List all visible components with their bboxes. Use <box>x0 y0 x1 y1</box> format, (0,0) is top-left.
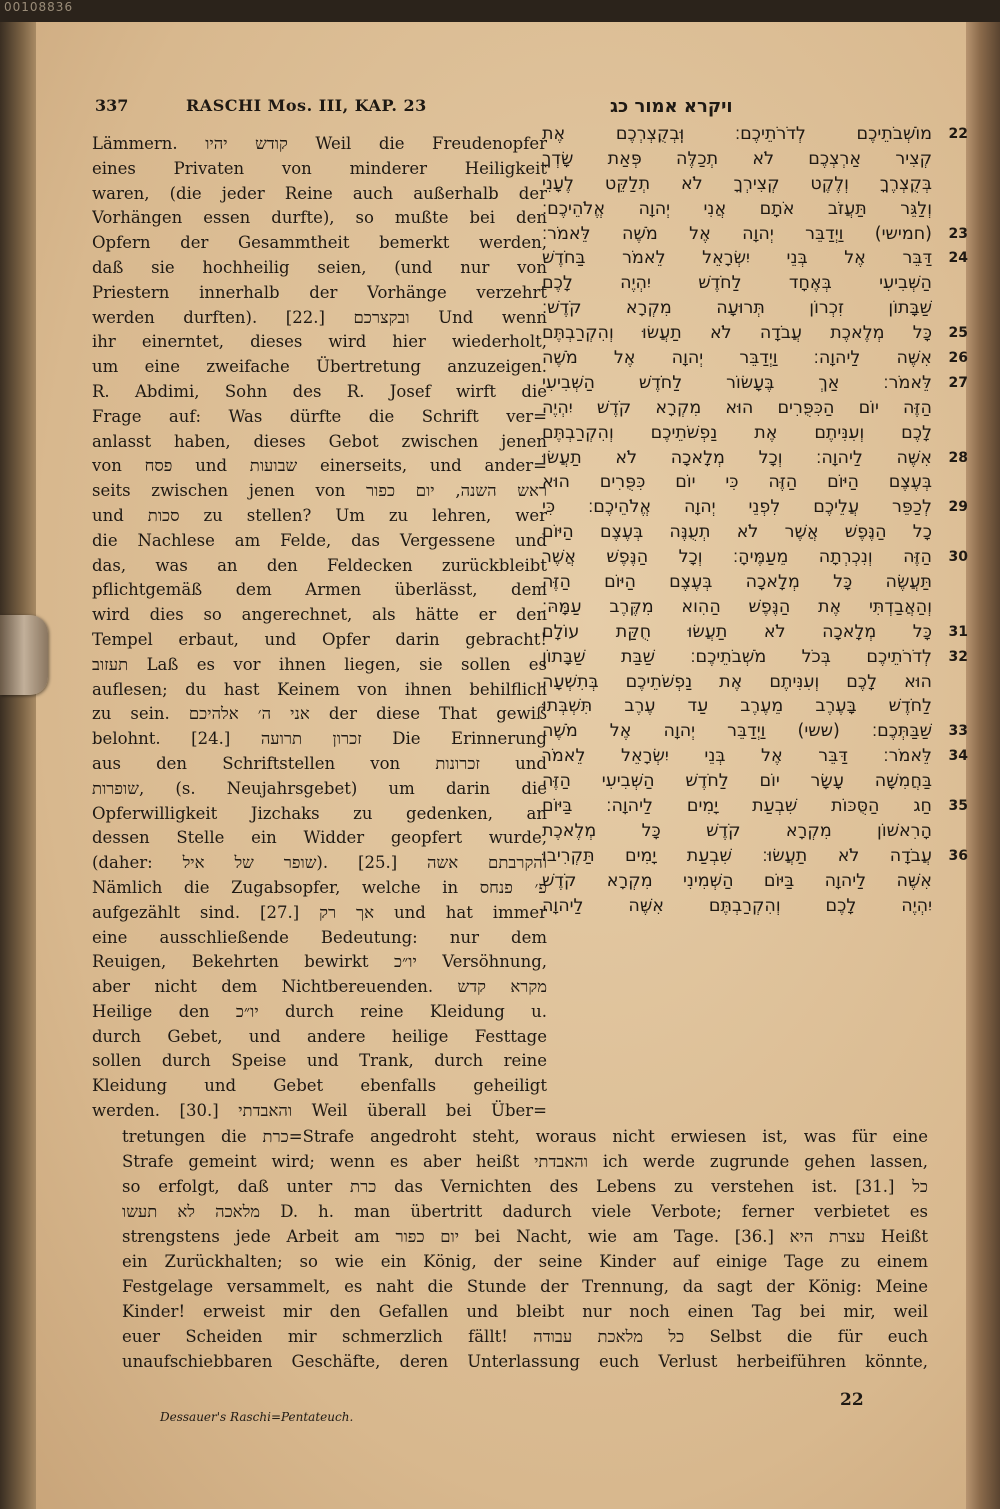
verse-line <box>540 470 968 495</box>
verse-text: שַׁבָּתוֹן זִכְרוֹן תְּרוּעָה מִקְרָא קֹדֶשׁ׃ <box>542 298 932 319</box>
corner-id: 00108836 <box>4 0 74 14</box>
verse-text: מוֹשְׁבֹתֵיכֶם לְדֹרֹתֵיכֶם׃ וּֽבְקֻצְרְכֶם אֶת <box>542 124 932 144</box>
commentary-line: ihr einerntet, dieses wird hier wiederholt, <box>92 332 547 352</box>
verse-text: בַּחֲמִשָּׁה עָשָׂר יוֹם לַחֹדֶשׁ הַשְּׁבִיעִי הַזֶּה <box>542 771 932 792</box>
verse-line <box>540 645 968 670</box>
verse-number: 33 <box>948 723 968 740</box>
verse-number: 24 <box>948 250 968 267</box>
verse-line <box>540 894 968 919</box>
commentary-line: Frage auf: Was dürfte die Schrift ver= <box>92 406 547 426</box>
verse-line <box>540 570 968 595</box>
commentary-line: anlasst haben, dieses Gebot zwischen jenen <box>92 431 547 451</box>
commentary-line: eines Privaten von minderer Heiligkeit <box>92 158 547 178</box>
commentary-line: belohnt. [24.] זכרון תרועה Die Erinnerung <box>92 729 547 749</box>
verse-text: כָּל מְלָאכָה לֹא תַעֲשׂוּ חֻקַּת עוֹלָם <box>542 621 932 642</box>
continuation-line: unaufschiebbaren Geschäfte, deren Unterlassung euch Verlust herbeiführen könnte, <box>122 1352 928 1371</box>
verse-line <box>540 172 968 197</box>
verse-number: 34 <box>948 748 968 765</box>
verse-number: 32 <box>948 648 968 665</box>
commentary-line: sollen durch Speise und Trank, durch reine <box>92 1051 547 1071</box>
verse-line <box>540 271 968 296</box>
commentary-line: Kleidung und Gebet ebenfalls geheiligt <box>92 1076 547 1096</box>
verse-text: הַזֶּה יוֹם הַכִּפֻּרִים הוּא מִקְרָא קֹדֶשׁ יִהְיֶה <box>542 397 932 418</box>
commentary-line: das, was an den Feldecken zurückbleibt <box>92 555 547 575</box>
commentary-line: daß sie hochheilig seien, (und nur von <box>92 257 547 277</box>
verse-text: הַשְּׁבִיעִי בְּאֶחָד לַחֹדֶשׁ יִהְיֶה לָכֶם <box>542 273 932 294</box>
verse-text: כָּל מְלֶאכֶת עֲבֹדָה לֹא תַעֲשׂוּ וְהִקְרַבְתֶּם <box>542 323 932 344</box>
verse-line <box>540 719 968 744</box>
verse-line <box>540 122 968 147</box>
verse-text: בְּקֻצְרֶךָ וְלֶקֶט קְצִירְךָ לֹא תְלַקֵּט לֶעָנִי <box>542 173 932 194</box>
verse-line <box>540 620 968 645</box>
continuation-line: Festgelage versammelt, es naht die Stunde der Trennung, da sagt der König: Meine <box>122 1277 928 1296</box>
verse-text: תַּעֲשֶׂה כָּל מְלָאכָה בְּעֶצֶם הַיּוֹם הַזֶּה <box>542 572 932 593</box>
verse-number: 29 <box>948 499 968 516</box>
verse-text: לֵּאמֹר׃ אַךְ בֶּעָשׂוֹר לַחֹדֶשׁ הַשְּׁבִיעִי <box>542 372 932 393</box>
commentary-line: eine ausschließende Bedeutung: nur dem <box>92 927 547 947</box>
verse-number: 27 <box>948 374 968 391</box>
commentary-line: waren, (die jeder Reine auch außerhalb der <box>92 183 547 203</box>
commentary-line: auflesen; du hast Keinem von ihnen behilflich <box>92 679 547 699</box>
verse-text: דַּבֵּר אֶל בְּנֵי יִשְׂרָאֵל לֵאמֹר בַּחֹדֶשׁ <box>542 248 932 269</box>
commentary-continuation <box>122 1124 928 1374</box>
verse-line <box>540 769 968 794</box>
commentary-line: R. Abdimi, Sohn des R. Josef wirft die <box>92 381 547 401</box>
commentary-line: Opferwilligkeit Jizchaks zu gedenken, an <box>92 803 547 823</box>
verse-line <box>540 222 968 247</box>
verse-text: הַזֶּה וְנִכְרְתָה מֵעַמֶּיהָ׃ וְכָל הַנֶּפֶשׁ אֲשֶׁר <box>542 547 932 568</box>
commentary-line: seits zwischen jenen von ראש השנה, יום כפור <box>92 481 547 501</box>
verse-text: לְדֹרֹתֵיכֶם בְּכֹל מֹשְׁבֹתֵיכֶם׃ שַׁבַּת שַׁבָּתוֹן <box>542 646 932 667</box>
verse-text: (חמישי) וַיְדַבֵּר יְהוָה אֶל מֹשֶׁה לֵּאמֹר׃ <box>542 223 932 244</box>
verse-number: 36 <box>948 847 968 864</box>
verse-number: 23 <box>948 225 968 242</box>
verse-text: לְכַפֵּר עֲלֵיכֶם לִפְנֵי יְהוָה אֱלֹהֵיכֶם׃ כִּי <box>542 497 932 518</box>
commentary-line: Lämmern. קודש יהיו Weil die Freudenopfer <box>92 134 547 153</box>
verse-line <box>540 744 968 769</box>
verse-text: כָל הַנֶּפֶשׁ אֲשֶׁר לֹא תְעֻנֶּה בְּעֶצֶם הַיּוֹם <box>542 522 932 543</box>
verse-number: 26 <box>948 350 968 367</box>
commentary-line: werden durften). [22.] ובקצרכם Und wenn <box>92 307 547 327</box>
continuation-line: so erfolgt, daß unter כרת das Vernichten des Lebens zu verstehen ist. [31.] כל <box>122 1177 928 1196</box>
commentary-line: um eine zweifache Übertretung anzuzeigen. <box>92 357 547 377</box>
verse-text: שַׁבַּתְּכֶם׃ (ששי) וַיְדַבֵּר יְהוָה אֶל מֹשֶׁה <box>542 721 932 742</box>
commentary-line: Reuigen, Bekehrten bewirkt יו״כ Versöhnung, <box>92 952 547 972</box>
continuation-line: מלאכה לא תעשו D. h. man übertritt dadurch viele Verbote; ferner verbietet es <box>122 1202 928 1221</box>
torah-text-column <box>540 122 968 919</box>
commentary-line: תעזוב Laß es vor ihnen liegen, sie sollen es <box>92 654 547 674</box>
verse-line <box>540 396 968 421</box>
continuation-line: ein Zurückhalten; so wie ein König, der seine Kinder auf einige Tage zu einem <box>122 1252 928 1271</box>
verse-text: קְצִיר אַרְצְכֶם לֹא תְכַלֶּה פְּאַת שָׂדְךָ <box>542 148 932 169</box>
commentary-line: wird dies so angerechnet, als hätte er den <box>92 605 547 625</box>
verse-line <box>540 371 968 396</box>
page-number: 337 <box>95 96 129 115</box>
verse-line <box>540 794 968 819</box>
commentary-line: aus den Schriftstellen von זכרונות und <box>92 753 547 773</box>
commentary-column <box>92 132 547 1124</box>
verse-text: לָכֶם וְעִנִּיתֶם אֶת נַפְשֹׁתֵיכֶם וְהִקְרַבְתֶּם <box>542 422 932 443</box>
verse-text: חַג הַסֻּכּוֹת שִׁבְעַת יָמִים לַיהוָה׃ בַּיּוֹם <box>542 796 932 817</box>
commentary-line: aber nicht dem Nichtbereuenden. מקרא קדש <box>92 977 547 997</box>
verse-line <box>540 670 968 695</box>
verse-number: 31 <box>948 623 968 640</box>
verse-line <box>540 421 968 446</box>
verse-line <box>540 545 968 570</box>
commentary-line: die Nachlese am Felde, das Vergessene und <box>92 530 547 550</box>
commentary-line: Nämlich die Zugabsopfer, welche in פ׳ פנחס <box>92 877 547 897</box>
running-header-hebrew: ויקרא אמור כג <box>610 96 733 117</box>
verse-line <box>540 520 968 545</box>
verse-text: הוּא לָכֶם וְעִנִּיתֶם אֶת נַפְשֹׁתֵיכֶם בְּתִשְׁעָה <box>542 671 932 692</box>
verse-line <box>540 595 968 620</box>
commentary-line: werden. [30.] והאבדתי Weil überall bei Über= <box>92 1101 547 1121</box>
verse-line <box>540 246 968 271</box>
verse-text: יִהְיֶה לָכֶם וְהִקְרַבְתֶּם אִשֶּׁה לַיהוָה <box>542 895 932 916</box>
verse-line <box>540 694 968 719</box>
verse-line <box>540 869 968 894</box>
verse-line <box>540 296 968 321</box>
running-header-title: RASCHI Mos. III, KAP. 23 <box>186 96 427 115</box>
verse-text: אִשֶּׁה לַיהוָה׃ וְכָל מְלָאכָה לֹא תַעֲשׂוּ <box>542 447 932 468</box>
page-stack-edge <box>966 22 1000 1509</box>
scan-top-border <box>0 0 1000 22</box>
continuation-line: Strafe gemeint wird; wenn es aber heißt והאבדתי ich werde zugrunde gehen lassen, <box>122 1152 928 1171</box>
commentary-line: und סכות zu stellen? Um zu lehren, wer <box>92 505 547 525</box>
verse-text: הָרִאשׁוֹן מִקְרָא קֹדֶשׁ כָּל מְלֶאכֶת <box>542 820 932 841</box>
commentary-line: Tempel erbaut, und Opfer darin gebracht! <box>92 629 547 649</box>
commentary-line: durch Gebet, und andere heilige Festtage <box>92 1026 547 1046</box>
commentary-line: Heilige den יו״כ durch reine Kleidung u. <box>92 1001 547 1021</box>
verse-text: אִשֶּׁה לַיהוָה בַּיּוֹם הַשְּׁמִינִי מִקְרָא קֹדֶשׁ <box>542 870 932 891</box>
verse-line <box>540 321 968 346</box>
commentary-line: dessen Stelle ein Widder geopfert wurde, <box>92 828 547 848</box>
commentary-line: Priestern innerhalb der Vorhänge verzehrt <box>92 282 547 302</box>
book-clasp <box>0 615 48 695</box>
verse-text: וְלַגֵּר תַּעֲזֹב אֹתָם אֲנִי יְהוָה אֱלֹהֵיכֶם׃ <box>542 198 932 219</box>
book-spine-edge <box>0 22 36 1509</box>
commentary-line: שופרות, (s. Neujahrsgebet) um darin die <box>92 778 547 798</box>
verse-number: 35 <box>948 798 968 815</box>
verse-text: לֵּאמֹר׃ דַּבֵּר אֶל בְּנֵי יִשְׂרָאֵל לֵאמֹר <box>542 746 932 767</box>
verse-line <box>540 819 968 844</box>
verse-text: בְּעֶצֶם הַיּוֹם הַזֶּה כִּי יוֹם כִּפֻּרִים הוּא <box>542 472 932 493</box>
verse-number: 25 <box>948 325 968 342</box>
commentary-line: aufgezählt sind. [27.] אך רק und hat immer <box>92 902 547 922</box>
verse-line <box>540 495 968 520</box>
commentary-line: pflichtgemäß dem Armen überlässt, dem <box>92 580 547 600</box>
printer-signature: Dessauer's Raschi=Pentateuch. <box>160 1410 354 1424</box>
verse-text: עֲבֹדָה לֹא תַעֲשׂוּ׃ שִׁבְעַת יָמִים תַּקְרִיבוּ <box>542 845 932 866</box>
verse-number: 30 <box>948 549 968 566</box>
verse-number: 28 <box>948 449 968 466</box>
commentary-line: Vorhängen essen durfte), so mußte bei den <box>92 208 547 228</box>
commentary-line: zu sein. אני ה׳ אלהיכם der diese That gewiß <box>92 704 547 724</box>
sheet-number: 22 <box>840 1390 864 1410</box>
verse-line <box>540 446 968 471</box>
verse-text: לַחֹדֶשׁ בָּעֶרֶב מֵעֶרֶב עַד עֶרֶב תִּשְׁבְּתוּ <box>542 696 932 717</box>
commentary-line: (daher: שופר של איל). [25.] והקרבתם אשה <box>92 853 547 873</box>
verse-line <box>540 147 968 172</box>
continuation-line: strengstens jede Arbeit am יום כפור bei Nacht, wie am Tage. [36.] עצרת היא Heißt <box>122 1227 928 1246</box>
continuation-line: tretungen die כרת=Strafe angedroht steht, woraus nicht erwiesen ist, was für eine <box>122 1127 928 1146</box>
verse-number: 22 <box>948 126 968 142</box>
continuation-line: euer Scheiden mir schmerzlich fällt! כל מלאכת עבודה Selbst die für euch <box>122 1327 928 1346</box>
verse-line <box>540 197 968 222</box>
continuation-line: Kinder! erweist mir den Gefallen und bleibt nur noch einen Tag bei mir, weil <box>122 1302 928 1321</box>
commentary-line: von פסח und שבועות einerseits, und ander= <box>92 456 547 476</box>
verse-line <box>540 844 968 869</box>
commentary-line: Opfern der Gesammtheit bemerkt werden, <box>92 233 547 253</box>
verse-text: אִשֶּׁה לַיהוָה׃ וַיְדַבֵּר יְהוָה אֶל מֹשֶׁה <box>542 348 932 369</box>
verse-line <box>540 346 968 371</box>
verse-text: וְהַאֲבַדְתִּי אֶת הַנֶּפֶשׁ הַהִוא מִקֶּרֶב עַמָּהּ׃ <box>542 596 932 617</box>
